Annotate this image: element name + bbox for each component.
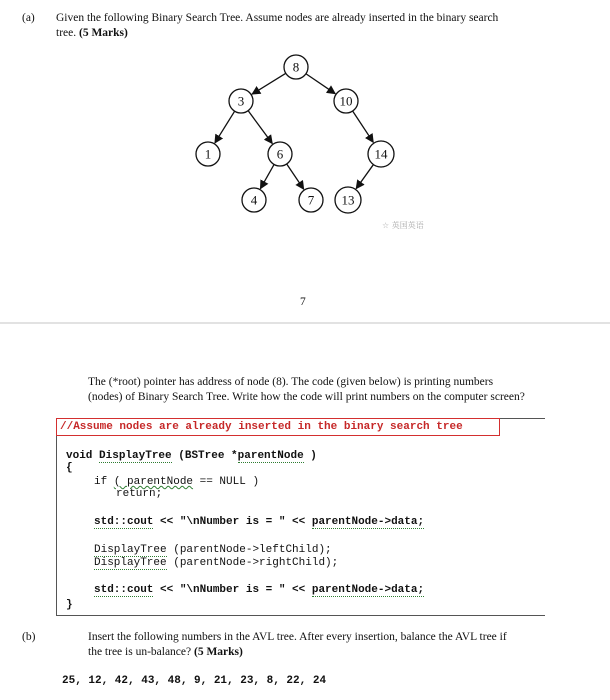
code-return: return;: [116, 488, 163, 500]
code-comment: //Assume nodes are already inserted in the binary search tree: [60, 421, 463, 433]
tree-node-label: 10: [339, 93, 353, 109]
tree-edge-n6-n4: [260, 164, 274, 188]
code-open-brace: {: [66, 462, 73, 474]
code-if-rest: == NULL ): [193, 476, 260, 488]
tree-edge-n8-n10: [306, 74, 335, 94]
code-if-keyword: if: [94, 476, 114, 488]
bst-diagram: [0, 0, 610, 320]
part-b-line1: Insert the following numbers in the AVL tree. After every insertion, balance the AVL tree if: [88, 631, 507, 643]
tree-node-8: [284, 55, 308, 79]
tree-node-7: [299, 188, 323, 212]
code-cout2-str: << "\nNumber is = " <<: [153, 584, 312, 596]
code-cout1-str: << "\nNumber is = " <<: [153, 516, 312, 528]
code-params-a: (BSTree *: [171, 450, 238, 462]
tree-node-3: [229, 89, 253, 113]
tree-edge-n3-n6: [248, 111, 272, 144]
tree-node-label: 6: [276, 146, 284, 162]
code-call-right-arg: (parentNode->rightChild);: [166, 557, 339, 569]
code-call-right-fn: DisplayTree: [94, 557, 167, 569]
tree-node-label: 3: [237, 93, 245, 109]
tree-node-label: 8: [292, 59, 300, 75]
tree-node-10: [334, 89, 358, 113]
code-fn-name: DisplayTree: [99, 450, 172, 462]
part-b-numbers: 25, 12, 42, 43, 48, 9, 21, 23, 8, 22, 24: [62, 675, 327, 687]
watermark-text: ☆ 英国英语: [382, 221, 424, 230]
part-a-line2-text: tree.: [56, 27, 79, 39]
tree-node-13: [335, 187, 361, 213]
code-call-left: [94, 543, 332, 557]
question-paragraph: [88, 375, 558, 405]
page-divider: [0, 322, 610, 324]
tree-edge-n6-n7: [287, 164, 304, 189]
code-cout1-data: parentNode->data;: [311, 516, 425, 528]
code-cout1-std: std::cout: [94, 516, 154, 528]
part-a-line1: Given the following Binary Search Tree. Assume nodes are already inserted in the binary search: [56, 12, 499, 24]
tree-edge-n14-n13: [356, 165, 373, 189]
code-void: void: [66, 450, 100, 462]
tree-edge-n8-n3: [252, 73, 286, 94]
code-cout2-std: std::cout: [94, 584, 154, 596]
paragraph-line2: (nodes) of Binary Search Tree. Write how the code will print numbers on the computer screen?: [88, 391, 525, 403]
tree-node-label: 1: [204, 146, 212, 162]
code-call-left-arg: (parentNode->leftChild);: [166, 544, 332, 556]
tree-node-6: [268, 142, 292, 166]
code-param: parentNode: [237, 450, 304, 462]
part-a-label: (a): [22, 12, 35, 24]
tree-edge-n3-n1: [215, 111, 235, 143]
tree-node-14: [368, 141, 394, 167]
code-signature: [66, 449, 317, 463]
part-b-label: (b): [22, 631, 36, 643]
tree-node-label: 4: [250, 192, 258, 208]
page-number: 7: [300, 296, 306, 308]
code-cout2-data: parentNode->data;: [311, 584, 425, 596]
tree-node-label: 7: [307, 192, 315, 208]
code-call-left-fn: DisplayTree: [94, 544, 167, 556]
part-a-marks: (5 Marks): [78, 27, 128, 39]
tree-node-label: 13: [341, 192, 355, 208]
paragraph-line1: The (*root) pointer has address of node (8). The code (given below) is printing numbers: [88, 376, 494, 388]
code-call-right: [94, 556, 338, 570]
tree-node-label: 14: [374, 146, 388, 162]
tree-nodes: [196, 55, 394, 213]
code-close-brace: }: [66, 599, 73, 611]
tree-node-1: [196, 142, 220, 166]
part-b-question: [88, 630, 588, 660]
part-b-line2: [88, 645, 588, 660]
code-cout1: [94, 515, 424, 529]
tree-node-4: [242, 188, 266, 212]
tree-edge-n10-n14: [353, 111, 374, 142]
part-b-line2-text: the tree is un-balance?: [88, 646, 194, 658]
code-if-cond: ( parentNode: [113, 476, 194, 488]
part-b-marks: (5 Marks): [194, 646, 243, 658]
code-params-b: ): [303, 450, 317, 462]
code-cout2: [94, 583, 424, 597]
